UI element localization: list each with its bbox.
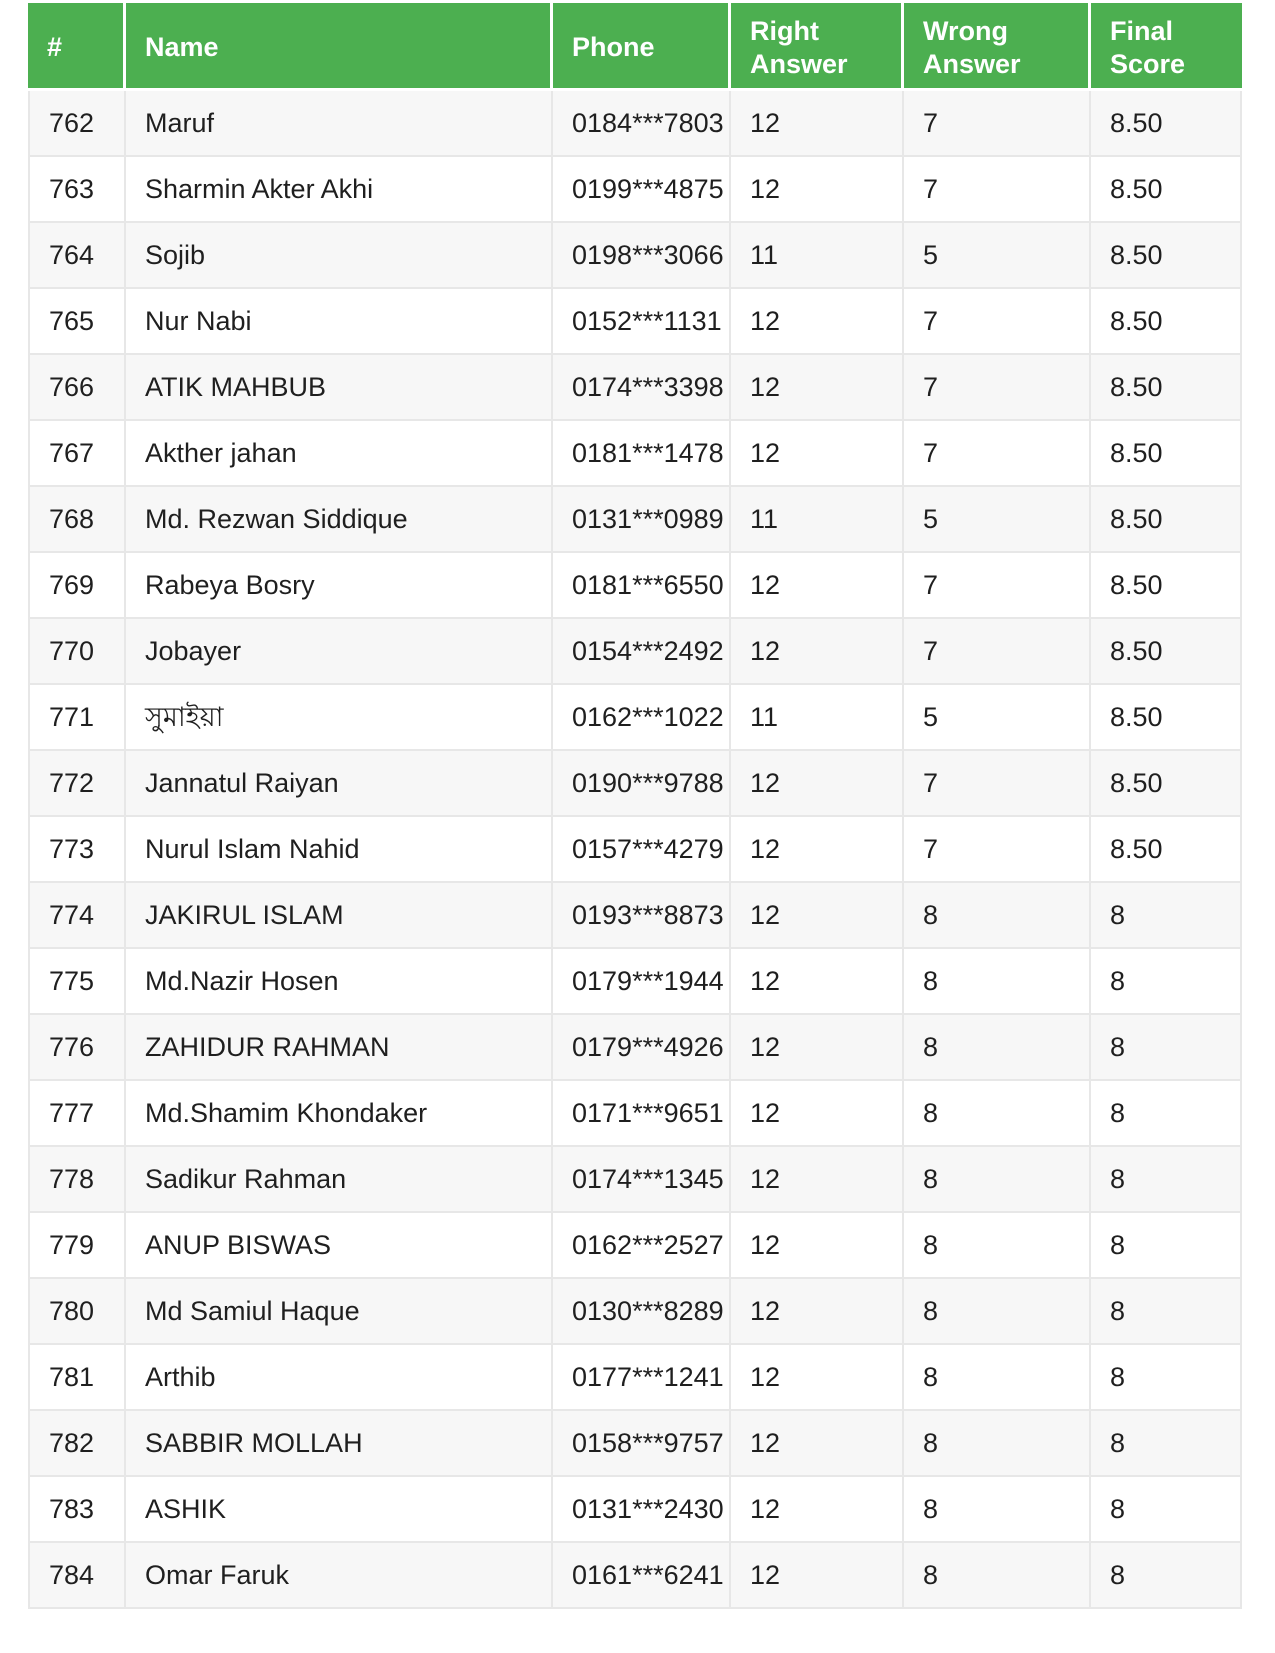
right-cell: 12 <box>731 619 904 685</box>
name-cell: SABBIR MOLLAH <box>126 1411 553 1477</box>
name-cell: Sharmin Akter Akhi <box>126 157 553 223</box>
phone-cell: 0161***6241 <box>553 1543 731 1609</box>
score-cell: 8.50 <box>1091 157 1242 223</box>
table-row <box>28 1213 1242 1279</box>
phone-cell: 0152***1131 <box>553 289 731 355</box>
table-row <box>28 1543 1242 1609</box>
name-cell: Sadikur Rahman <box>126 1147 553 1213</box>
table-row <box>28 1081 1242 1147</box>
wrong-cell: 7 <box>904 553 1091 619</box>
score-cell: 8 <box>1091 883 1242 949</box>
name-cell: Jannatul Raiyan <box>126 751 553 817</box>
phone-cell: 0199***4875 <box>553 157 731 223</box>
right-cell: 12 <box>731 1411 904 1477</box>
name-cell: সুমাইয়া <box>126 685 553 751</box>
right-cell: 11 <box>731 487 904 553</box>
table-row <box>28 817 1242 883</box>
table-row <box>28 487 1242 553</box>
score-cell: 8.50 <box>1091 619 1242 685</box>
phone-cell: 0154***2492 <box>553 619 731 685</box>
column-header-index: # <box>28 3 126 91</box>
index-cell: 777 <box>28 1081 126 1147</box>
results-table-body <box>28 91 1242 1609</box>
right-cell: 12 <box>731 355 904 421</box>
name-cell: Nurul Islam Nahid <box>126 817 553 883</box>
name-cell: Md.Nazir Hosen <box>126 949 553 1015</box>
right-cell: 12 <box>731 817 904 883</box>
table-row <box>28 1279 1242 1345</box>
index-cell: 778 <box>28 1147 126 1213</box>
phone-cell: 0171***9651 <box>553 1081 731 1147</box>
index-cell: 769 <box>28 553 126 619</box>
name-cell: Maruf <box>126 91 553 157</box>
name-cell: Nur Nabi <box>126 289 553 355</box>
score-cell: 8 <box>1091 1015 1242 1081</box>
right-cell: 11 <box>731 223 904 289</box>
table-row <box>28 949 1242 1015</box>
wrong-cell: 7 <box>904 289 1091 355</box>
index-cell: 772 <box>28 751 126 817</box>
column-header-right-answer: Right Answer <box>731 3 904 91</box>
table-row <box>28 1147 1242 1213</box>
phone-cell: 0130***8289 <box>553 1279 731 1345</box>
wrong-cell: 7 <box>904 751 1091 817</box>
wrong-cell: 7 <box>904 355 1091 421</box>
score-cell: 8.50 <box>1091 751 1242 817</box>
table-row <box>28 685 1242 751</box>
right-cell: 12 <box>731 1345 904 1411</box>
score-cell: 8.50 <box>1091 289 1242 355</box>
score-cell: 8.50 <box>1091 223 1242 289</box>
index-cell: 765 <box>28 289 126 355</box>
score-cell: 8 <box>1091 1147 1242 1213</box>
score-cell: 8 <box>1091 949 1242 1015</box>
wrong-cell: 8 <box>904 949 1091 1015</box>
right-cell: 11 <box>731 685 904 751</box>
wrong-cell: 7 <box>904 91 1091 157</box>
table-row <box>28 1411 1242 1477</box>
index-cell: 781 <box>28 1345 126 1411</box>
column-header-name: Name <box>126 3 553 91</box>
score-cell: 8 <box>1091 1279 1242 1345</box>
wrong-cell: 8 <box>904 1477 1091 1543</box>
table-row <box>28 619 1242 685</box>
table-row <box>28 883 1242 949</box>
results-table <box>28 3 1242 1609</box>
index-cell: 763 <box>28 157 126 223</box>
phone-cell: 0162***2527 <box>553 1213 731 1279</box>
wrong-cell: 7 <box>904 619 1091 685</box>
phone-cell: 0181***1478 <box>553 421 731 487</box>
name-cell: Md. Rezwan Siddique <box>126 487 553 553</box>
score-cell: 8.50 <box>1091 91 1242 157</box>
score-cell: 8.50 <box>1091 421 1242 487</box>
wrong-cell: 7 <box>904 421 1091 487</box>
wrong-cell: 7 <box>904 157 1091 223</box>
right-cell: 12 <box>731 157 904 223</box>
score-cell: 8.50 <box>1091 355 1242 421</box>
right-cell: 12 <box>731 289 904 355</box>
name-cell: JAKIRUL ISLAM <box>126 883 553 949</box>
score-cell: 8.50 <box>1091 487 1242 553</box>
name-cell: Rabeya Bosry <box>126 553 553 619</box>
phone-cell: 0158***9757 <box>553 1411 731 1477</box>
wrong-cell: 8 <box>904 883 1091 949</box>
name-cell: Omar Faruk <box>126 1543 553 1609</box>
name-cell: Sojib <box>126 223 553 289</box>
index-cell: 764 <box>28 223 126 289</box>
index-cell: 780 <box>28 1279 126 1345</box>
results-table-header <box>28 3 1242 91</box>
name-cell: Jobayer <box>126 619 553 685</box>
name-cell: ATIK MAHBUB <box>126 355 553 421</box>
table-row <box>28 1345 1242 1411</box>
score-cell: 8 <box>1091 1345 1242 1411</box>
table-row <box>28 751 1242 817</box>
score-cell: 8.50 <box>1091 817 1242 883</box>
phone-cell: 0181***6550 <box>553 553 731 619</box>
name-cell: ANUP BISWAS <box>126 1213 553 1279</box>
wrong-cell: 8 <box>904 1345 1091 1411</box>
index-cell: 767 <box>28 421 126 487</box>
wrong-cell: 8 <box>904 1411 1091 1477</box>
right-cell: 12 <box>731 91 904 157</box>
index-cell: 773 <box>28 817 126 883</box>
wrong-cell: 7 <box>904 817 1091 883</box>
index-cell: 766 <box>28 355 126 421</box>
wrong-cell: 5 <box>904 685 1091 751</box>
table-row <box>28 421 1242 487</box>
phone-cell: 0157***4279 <box>553 817 731 883</box>
column-header-phone: Phone <box>553 3 731 91</box>
right-cell: 12 <box>731 1477 904 1543</box>
wrong-cell: 8 <box>904 1015 1091 1081</box>
table-row <box>28 355 1242 421</box>
table-row <box>28 1015 1242 1081</box>
table-row <box>28 157 1242 223</box>
phone-cell: 0179***1944 <box>553 949 731 1015</box>
score-cell: 8 <box>1091 1213 1242 1279</box>
wrong-cell: 8 <box>904 1081 1091 1147</box>
header-row <box>28 3 1242 91</box>
index-cell: 782 <box>28 1411 126 1477</box>
index-cell: 779 <box>28 1213 126 1279</box>
table-row <box>28 91 1242 157</box>
right-cell: 12 <box>731 1213 904 1279</box>
wrong-cell: 8 <box>904 1213 1091 1279</box>
wrong-cell: 5 <box>904 487 1091 553</box>
right-cell: 12 <box>731 883 904 949</box>
index-cell: 771 <box>28 685 126 751</box>
right-cell: 12 <box>731 1543 904 1609</box>
phone-cell: 0174***3398 <box>553 355 731 421</box>
name-cell: Akther jahan <box>126 421 553 487</box>
phone-cell: 0184***7803 <box>553 91 731 157</box>
name-cell: Arthib <box>126 1345 553 1411</box>
index-cell: 783 <box>28 1477 126 1543</box>
right-cell: 12 <box>731 553 904 619</box>
index-cell: 774 <box>28 883 126 949</box>
column-header-final-score: Final Score <box>1091 3 1242 91</box>
phone-cell: 0131***2430 <box>553 1477 731 1543</box>
right-cell: 12 <box>731 751 904 817</box>
table-row <box>28 289 1242 355</box>
column-header-wrong-answer: Wrong Answer <box>904 3 1091 91</box>
score-cell: 8 <box>1091 1477 1242 1543</box>
index-cell: 776 <box>28 1015 126 1081</box>
right-cell: 12 <box>731 1147 904 1213</box>
wrong-cell: 8 <box>904 1543 1091 1609</box>
phone-cell: 0162***1022 <box>553 685 731 751</box>
index-cell: 762 <box>28 91 126 157</box>
name-cell: ASHIK <box>126 1477 553 1543</box>
score-cell: 8 <box>1091 1081 1242 1147</box>
phone-cell: 0174***1345 <box>553 1147 731 1213</box>
name-cell: Md Samiul Haque <box>126 1279 553 1345</box>
score-cell: 8 <box>1091 1543 1242 1609</box>
index-cell: 784 <box>28 1543 126 1609</box>
name-cell: ZAHIDUR RAHMAN <box>126 1015 553 1081</box>
right-cell: 12 <box>731 949 904 1015</box>
table-row <box>28 223 1242 289</box>
index-cell: 768 <box>28 487 126 553</box>
score-cell: 8.50 <box>1091 553 1242 619</box>
table-row <box>28 1477 1242 1543</box>
right-cell: 12 <box>731 421 904 487</box>
table-row <box>28 553 1242 619</box>
index-cell: 775 <box>28 949 126 1015</box>
phone-cell: 0190***9788 <box>553 751 731 817</box>
index-cell: 770 <box>28 619 126 685</box>
phone-cell: 0131***0989 <box>553 487 731 553</box>
right-cell: 12 <box>731 1015 904 1081</box>
wrong-cell: 5 <box>904 223 1091 289</box>
phone-cell: 0177***1241 <box>553 1345 731 1411</box>
wrong-cell: 8 <box>904 1279 1091 1345</box>
phone-cell: 0198***3066 <box>553 223 731 289</box>
score-cell: 8.50 <box>1091 685 1242 751</box>
wrong-cell: 8 <box>904 1147 1091 1213</box>
right-cell: 12 <box>731 1279 904 1345</box>
name-cell: Md.Shamim Khondaker <box>126 1081 553 1147</box>
phone-cell: 0179***4926 <box>553 1015 731 1081</box>
phone-cell: 0193***8873 <box>553 883 731 949</box>
score-cell: 8 <box>1091 1411 1242 1477</box>
right-cell: 12 <box>731 1081 904 1147</box>
